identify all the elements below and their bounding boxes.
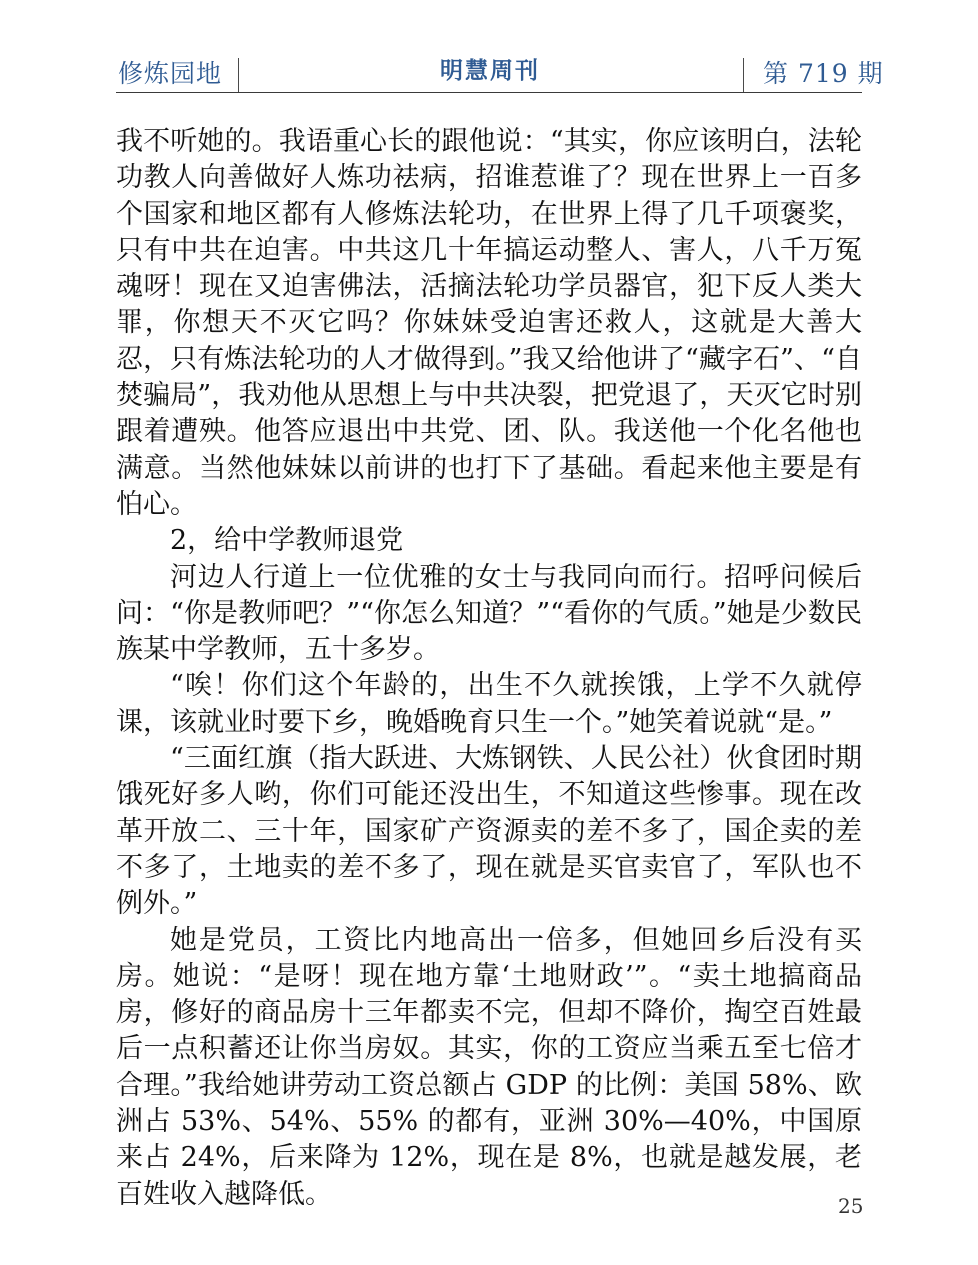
paragraph: 河边人行道上一位优雅的女士与我同向而行。招呼问候后问：“你是教师吧？”“你怎么知道？”“看你的气质。”她是少数民族某中学教师，五十多岁。 <box>116 561 862 666</box>
section-label: 修炼园地 <box>118 59 223 88</box>
page-header <box>0 0 978 100</box>
paragraph: 我不听她的。我语重心长的跟他说：“其实，你应该明白，法轮功教人向善做好人炼功祛病，招谁惹谁了？现在世界上一百多个国家和地区都有人修炼法轮功，在世界上得了几千项褒奖，只有中共在迫害。中共这几十年搞运动整人、害人，八千万冤魂呀！现在又迫害佛法，活摘法轮功学员器官，犯下反人类大罪，你想天不灭它吗？你妹妹受迫害还救人，这就是大善大忍，只有炼法轮功的人才做得到。”我又给他讲了“藏字石”、“自焚骗局”，我劝他从思想上与中共决裂，把党退了，天灭它时别跟着遭殃。他答应退出中共党、团、队。我送他一个化名他也满意。当然他妹妹以前讲的也打下了基础。看起来他主要是有怕心。 <box>116 126 862 520</box>
article-body <box>116 124 862 1213</box>
header-rule <box>116 92 862 93</box>
page-number: 25 <box>838 1194 864 1218</box>
paragraph: “三面红旗（指大跃进、大炼钢铁、人民公社）伙食团时期饿死好多人哟，你们可能还没出生，不知道这些惨事。现在改革开放二、三十年，国家矿产资源卖的差不多了，国企卖的差不多了，土地卖的差不多了，现在就是买官卖官了，军队也不例外。” <box>116 743 862 920</box>
header-divider-left <box>238 58 239 92</box>
publication-title: 明慧周刊 <box>440 58 540 84</box>
paragraph: “唉！你们这个年龄的，出生不久就挨饿，上学不久就停课，该就业时要下乡，晚婚晚育只生一个。”她笑着说就“是。” <box>116 670 862 738</box>
subheading: 2，给中学教师退党 <box>170 525 404 557</box>
paragraph: 她是党员，工资比内地高出一倍多，但她回乡后没有买房。她说：“是呀！现在地方靠‘土地财政’”。“卖土地搞商品房，修好的商品房十三年都卖不完，但却不降价，掏空百姓最后一点积蓄还让你当房奴。其实，你的工资应当乘五至七倍才合理。”我给她讲劳动工资总额占 GDP 的比例：美国 58%、欧洲占 53%、54%、55% 的都有，亚洲 30%—40%，中国原来占 24%，后来降为 12%，现在是 8%，也就是越发展，老百姓收入越降低。 <box>116 924 862 1210</box>
issue-number: 第 719 期 <box>763 59 884 88</box>
header-divider-right <box>743 58 744 92</box>
